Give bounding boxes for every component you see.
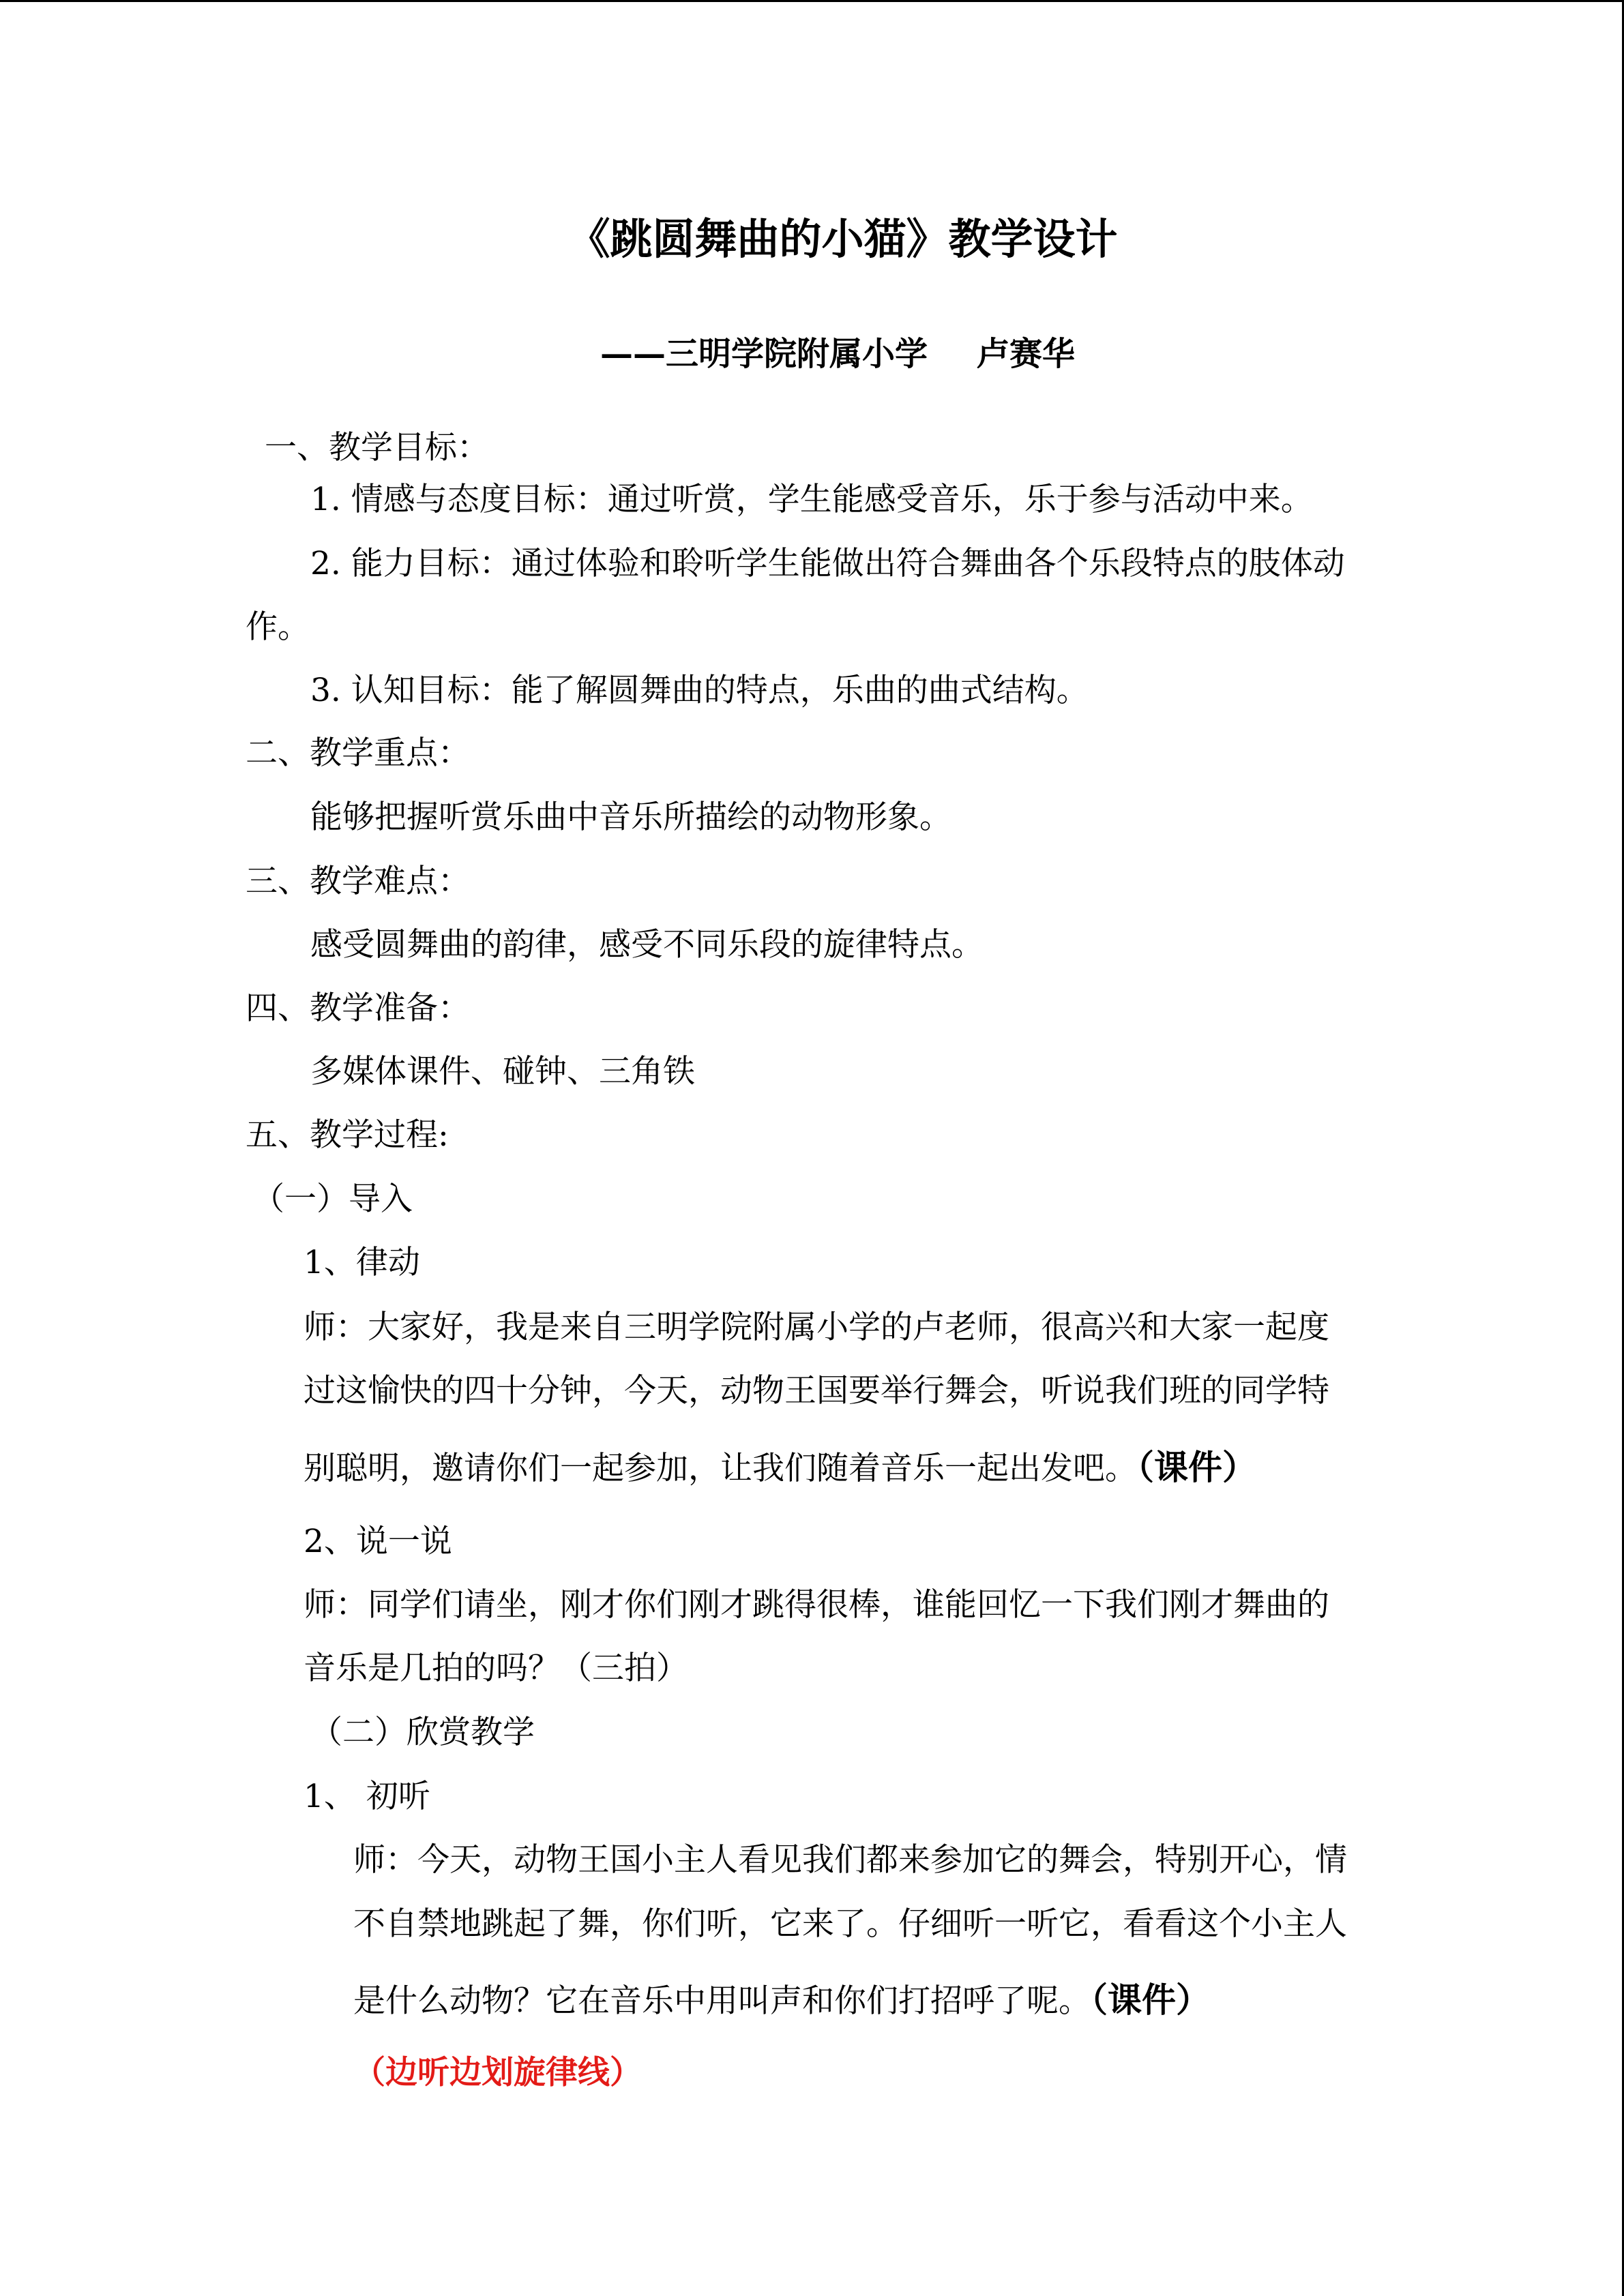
goal-2-line-1: 2. 能力目标：通过体验和聆听学生能做出符合舞曲各个乐段特点的肢体动 (310, 545, 1345, 582)
intro-heading: （一）导入 (252, 1180, 413, 1218)
goal-1: 1. 情感与态度目标：通过听赏，学生能感受音乐，乐于参与活动中来。 (310, 481, 1313, 518)
listen-line-3 (353, 1980, 1210, 2020)
listen-line-3-text: 是什么动物？它在音乐中用叫声和你们打招呼了呢。 (353, 1982, 1091, 2020)
subtitle-school: ——三明学院附属小学 (600, 335, 928, 373)
say-line-1: 师：同学们请坐，刚才你们刚才跳得很棒，谁能回忆一下我们刚才舞曲的 (304, 1586, 1329, 1624)
courseware-label-2: （课件） (1091, 1980, 1210, 2020)
say-heading: 2、说一说 (304, 1523, 452, 1560)
difficulty-heading: 三、教学难点： (246, 863, 470, 900)
goal-3: 3. 认知目标：能了解圆舞曲的特点，乐曲的曲式结构。 (310, 672, 1089, 709)
prep-text: 多媒体课件、碰钟、三角铁 (310, 1053, 695, 1090)
courseware-label-1: （课件） (1137, 1447, 1256, 1487)
rhythm-line-1: 师：大家好，我是来自三明学院附属小学的卢老师，很高兴和大家一起度 (304, 1309, 1329, 1346)
appreciation-heading: （二）欣赏教学 (310, 1714, 535, 1751)
rhythm-line-3 (304, 1447, 1256, 1487)
rhythm-heading: 1、律动 (304, 1244, 420, 1281)
say-line-2: 音乐是几拍的吗？（三拍） (304, 1650, 688, 1687)
rhythm-line-2: 过这愉快的四十分钟，今天，动物王国要举行舞会，听说我们班的同学特 (304, 1372, 1329, 1410)
key-heading: 二、教学重点： (246, 734, 470, 772)
listen-line-2: 不自禁地跳起了舞，你们听，它来了。仔细听一听它，看看这个小主人 (353, 1905, 1347, 1943)
goal-2-line-2: 作。 (246, 608, 310, 646)
document-subtitle (600, 335, 1076, 373)
key-text: 能够把握听赏乐曲中音乐所描绘的动物形象。 (310, 799, 951, 836)
goals-heading: 一、教学目标： (265, 429, 489, 466)
difficulty-text: 感受圆舞曲的韵律，感受不同乐段的旋律特点。 (310, 926, 984, 964)
first-listen-heading: 1、 初听 (304, 1778, 430, 1815)
rhythm-line-3-text: 别聪明，邀请你们一起参加，让我们随着音乐一起出发吧。 (304, 1450, 1137, 1487)
listen-line-1: 师：今天，动物王国小主人看见我们都来参加它的舞会，特别开心，情 (353, 1841, 1347, 1879)
process-heading: 五、教学过程: (246, 1116, 449, 1154)
prep-heading: 四、教学准备： (246, 989, 470, 1027)
document-title: 《跳圆舞曲的小猫》教学设计 (567, 214, 1118, 264)
melody-line-note: （边听边划旋律线） (353, 2054, 642, 2091)
subtitle-author: 卢赛华 (977, 335, 1076, 373)
